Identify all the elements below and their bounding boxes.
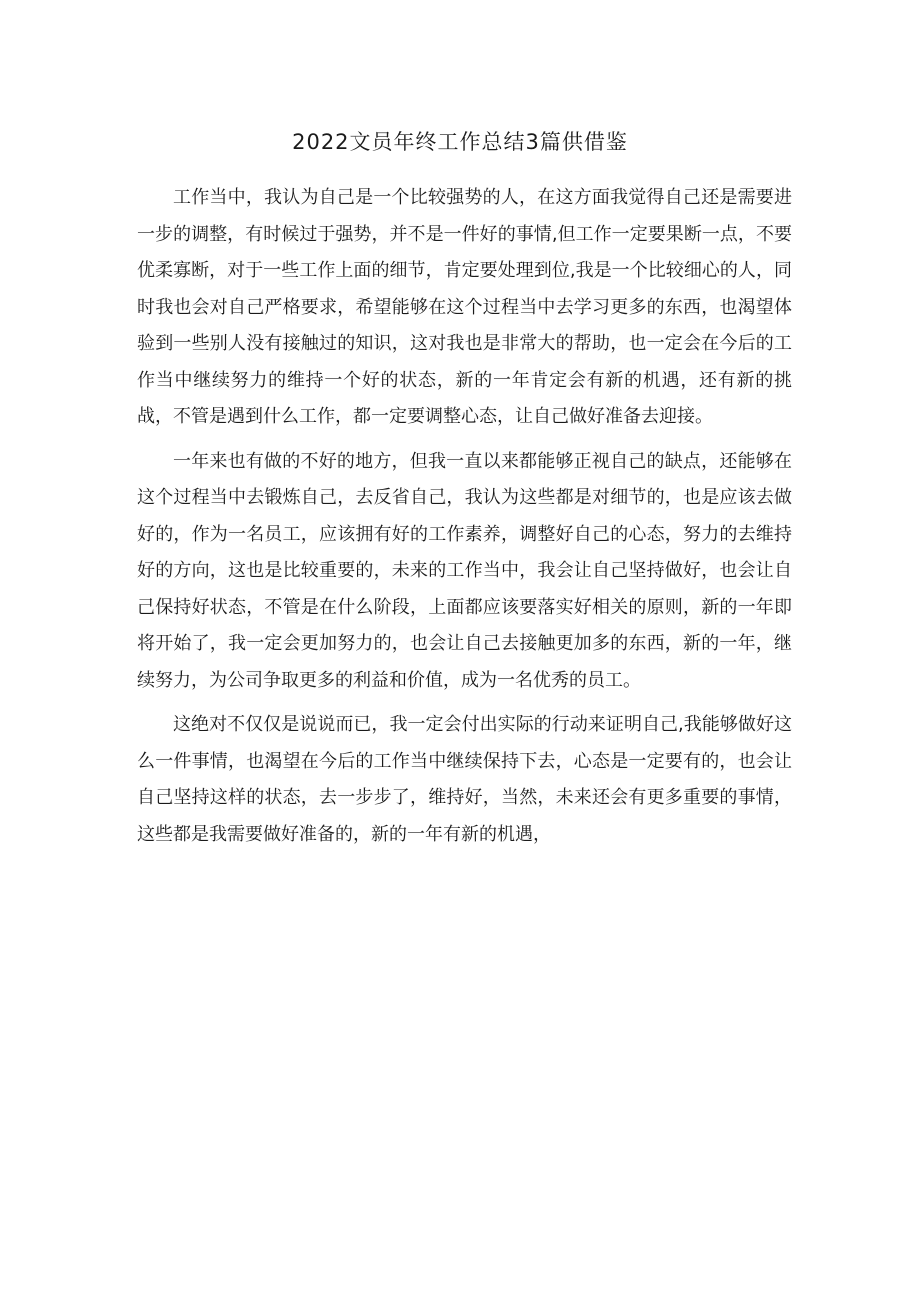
paragraph-3: 这绝对不仅仅是说说而已，我一定会付出实际的行动来证明自己,我能够做好这么一件事情，也渴望在今后的工作当中继续保持下去，心态是一定要有的，也会让自己坚持这样的状态，去一步步了，维持好，当然，未来还会有更多重要的事情，这些都是我需要做好准备的，新的一年有新的机遇， (137, 714, 792, 845)
paragraph-2: 一年来也有做的不好的地方，但我一直以来都能够正视自己的缺点，还能够在这个过程当中去锻炼自己，去反省自己，我认为这些都是对细节的，也是应该去做好的，作为一名员工，应该拥有好的工作素养，调整好自己的心态，努力的去维持好的方向，这也是比较重要的，未来的工作当中，我会让自己坚持做好，也会让自己保持好状态，不管是在什么阶段，上面都应该要落实好相关的原则，新的一年即将开始了，我一定会更加努力的，也会让自己去接触更加多的东西，新的一年，继续努力，为公司争取更多的利益和价值，成为一名优秀的员工。 (137, 450, 792, 691)
paragraph-1: 工作当中，我认为自己是一个比较强势的人，在这方面我觉得自己还是需要进一步的调整，有时候过于强势，并不是一件好的事情,但工作一定要果断一点，不要优柔寡断，对于一些工作上面的细节，肯定要处理到位,我是一个比较细心的人，同时我也会对自己严格要求，希望能够在这个过程当中去学习更多的东西，也渴望体验到一些别人没有接触过的知识，这对我也是非常大的帮助，也一定会在今后的工作当中继续努力的维持一个好的状态，新的一年肯定会有新的机遇，还有新的挑战，不管是遇到什么工作，都一定要调整心态，让自己做好准备去迎接。 (137, 187, 792, 427)
document-body (137, 180, 792, 861)
document-title: 2022文员年终工作总结3篇供借鉴 (292, 130, 628, 154)
